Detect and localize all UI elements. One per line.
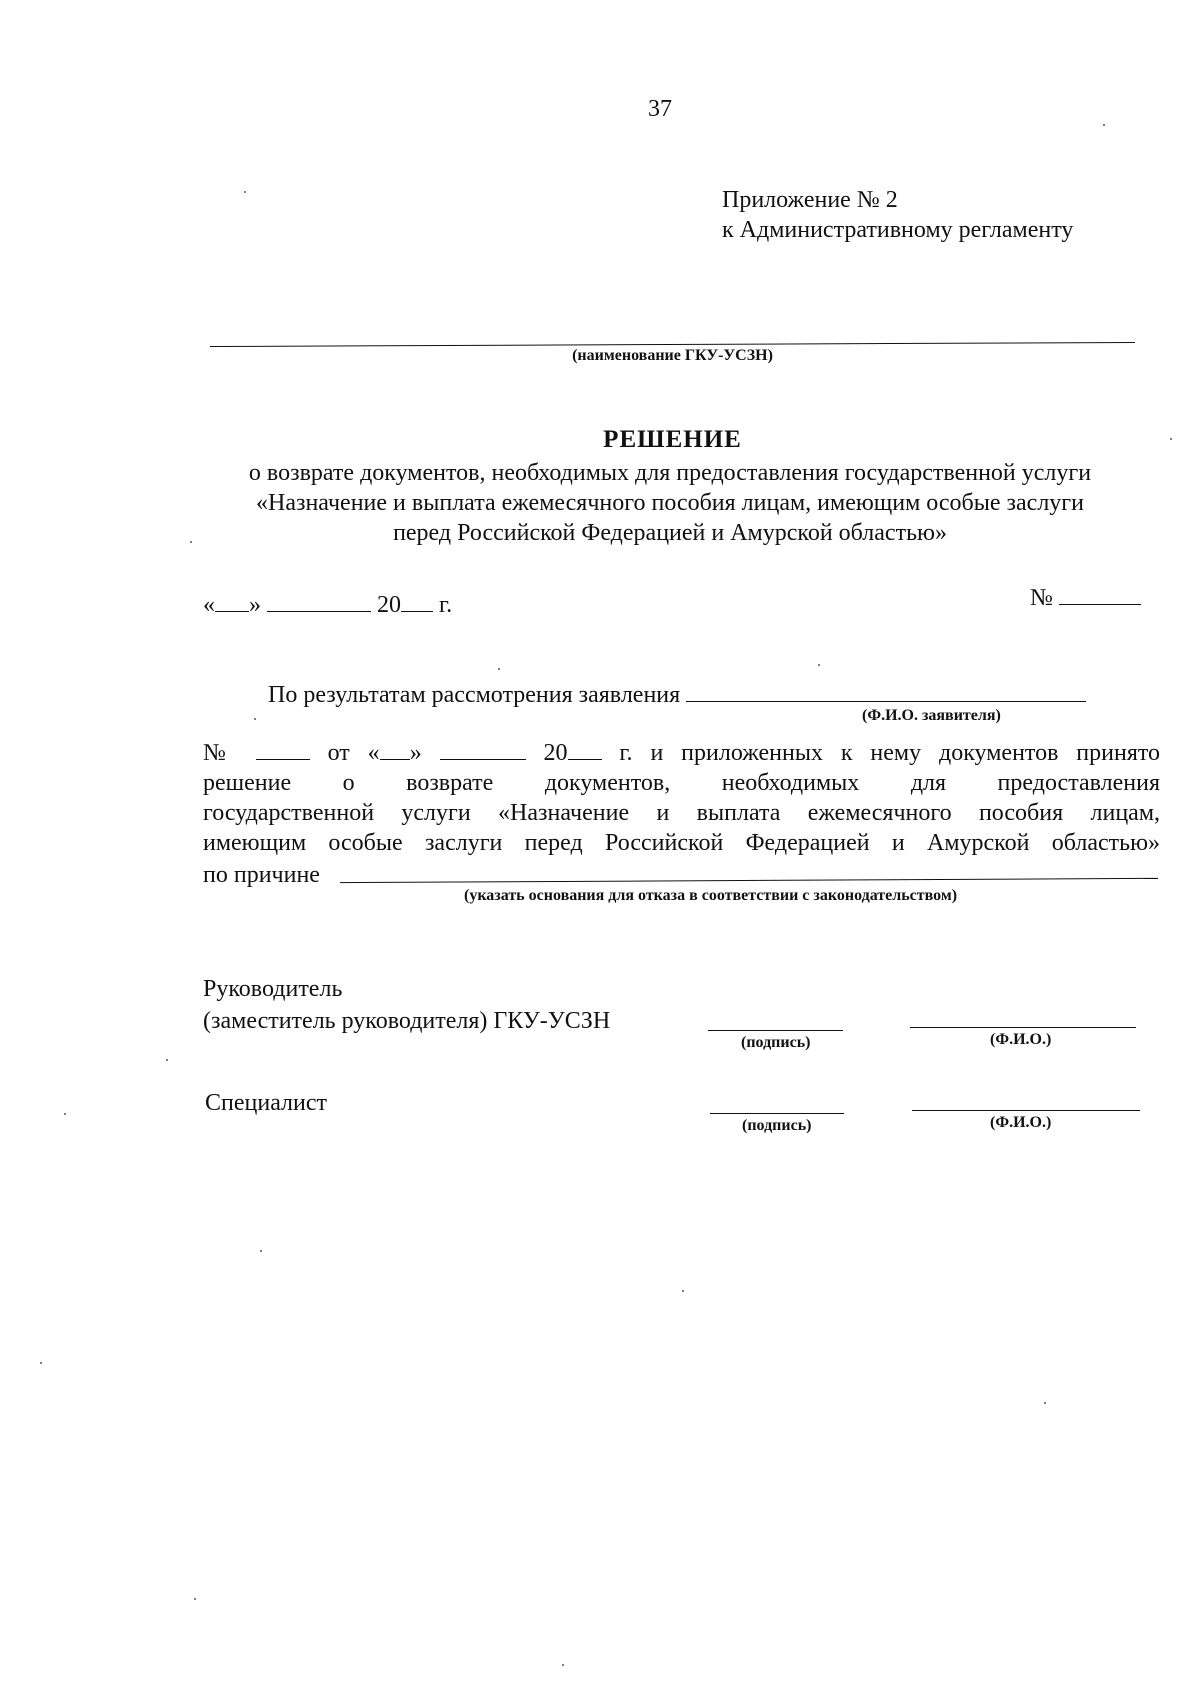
applicant-caption: (Ф.И.О. заявителя) [862, 707, 1001, 724]
scan-speck [1044, 1402, 1046, 1404]
date-open-quote: « [203, 592, 215, 618]
head-title-line-1: Руководитель [203, 976, 343, 1002]
application-number-blank [256, 758, 310, 760]
document-title: РЕШЕНИЕ [603, 426, 742, 453]
body-line-3: решение о возврате документов, необходимых для предоставления [203, 770, 1160, 796]
body-line-2-rest: г. и приложенных к нему документов принято [619, 740, 1161, 766]
scan-speck [64, 1113, 66, 1115]
appendix-line-2: к Административному регламенту [722, 217, 1074, 243]
specialist-signature-caption: (подпись) [742, 1117, 812, 1134]
head-name-line [910, 1027, 1136, 1028]
scan-speck [1170, 438, 1172, 440]
body-line-4: государственной услуги «Назначение и выплата ежемесячного пособия лицам, [203, 800, 1160, 826]
application-number-sign: № [203, 740, 238, 766]
body-line-5: имеющим особые заслуги перед Российской Федерацией и Амурской областью» [203, 830, 1160, 856]
year-prefix: 20 [377, 592, 401, 618]
year-suffix: г. [439, 592, 453, 618]
organization-caption: (наименование ГКУ-УСЗН) [572, 347, 773, 364]
scan-speck [682, 1290, 684, 1292]
scan-speck [562, 1664, 564, 1666]
reason-caption: (указать основания для отказа в соответствии с законодательством) [464, 887, 958, 904]
scan-speck [1103, 124, 1105, 126]
application-from: от « [327, 740, 380, 766]
scan-speck [40, 1362, 42, 1364]
page-number: 37 [648, 96, 672, 122]
applicant-name-blank [686, 700, 1086, 702]
scan-speck [190, 541, 192, 543]
year-blank [401, 610, 433, 612]
scan-speck [244, 191, 246, 193]
subtitle-line-1: о возврате документов, необходимых для предоставления государственной услуги [248, 460, 1092, 486]
scan-speck [818, 664, 820, 666]
application-month-blank [440, 758, 526, 760]
date-close-quote: » [249, 592, 261, 618]
decision-number [1030, 583, 1141, 613]
decision-date [203, 590, 452, 620]
appendix-line-1: Приложение № 2 [722, 187, 898, 213]
application-close-quote: » [409, 740, 422, 766]
scan-speck [194, 1598, 196, 1600]
scan-speck [166, 1059, 168, 1061]
application-year-prefix: 20 [543, 740, 568, 766]
application-year-blank [568, 758, 602, 760]
reason-blank [340, 878, 1158, 883]
document-subtitle [180, 458, 1160, 548]
specialist-name-line [912, 1110, 1140, 1111]
application-day-blank [380, 758, 410, 760]
day-blank [215, 610, 249, 612]
head-signature-caption: (подпись) [741, 1034, 811, 1051]
head-name-caption: (Ф.И.О.) [990, 1031, 1052, 1048]
review-intro-text: По результатам рассмотрения заявления [268, 682, 681, 708]
appendix-header [722, 185, 1073, 245]
specialist-name-caption: (Ф.И.О.) [990, 1114, 1052, 1131]
reason-label: по причине [203, 862, 320, 888]
specialist-title: Специалист [205, 1090, 328, 1116]
body-line-2 [203, 738, 1160, 768]
scan-speck [260, 1250, 262, 1252]
month-blank [267, 610, 371, 612]
decision-number-sign: № [1030, 585, 1053, 611]
specialist-signature-line [710, 1113, 844, 1114]
subtitle-line-3: перед Российской Федерацией и Амурской областью» [393, 520, 947, 546]
subtitle-line-2: «Назначение и выплата ежемесячного пособия лицам, имеющим особые заслуги [255, 490, 1084, 516]
head-signature-line [708, 1030, 843, 1031]
head-title-line-2: (заместитель руководителя) ГКУ-УСЗН [203, 1008, 611, 1034]
scan-speck [498, 668, 500, 670]
decision-number-blank [1059, 603, 1141, 605]
scan-speck [254, 718, 256, 720]
